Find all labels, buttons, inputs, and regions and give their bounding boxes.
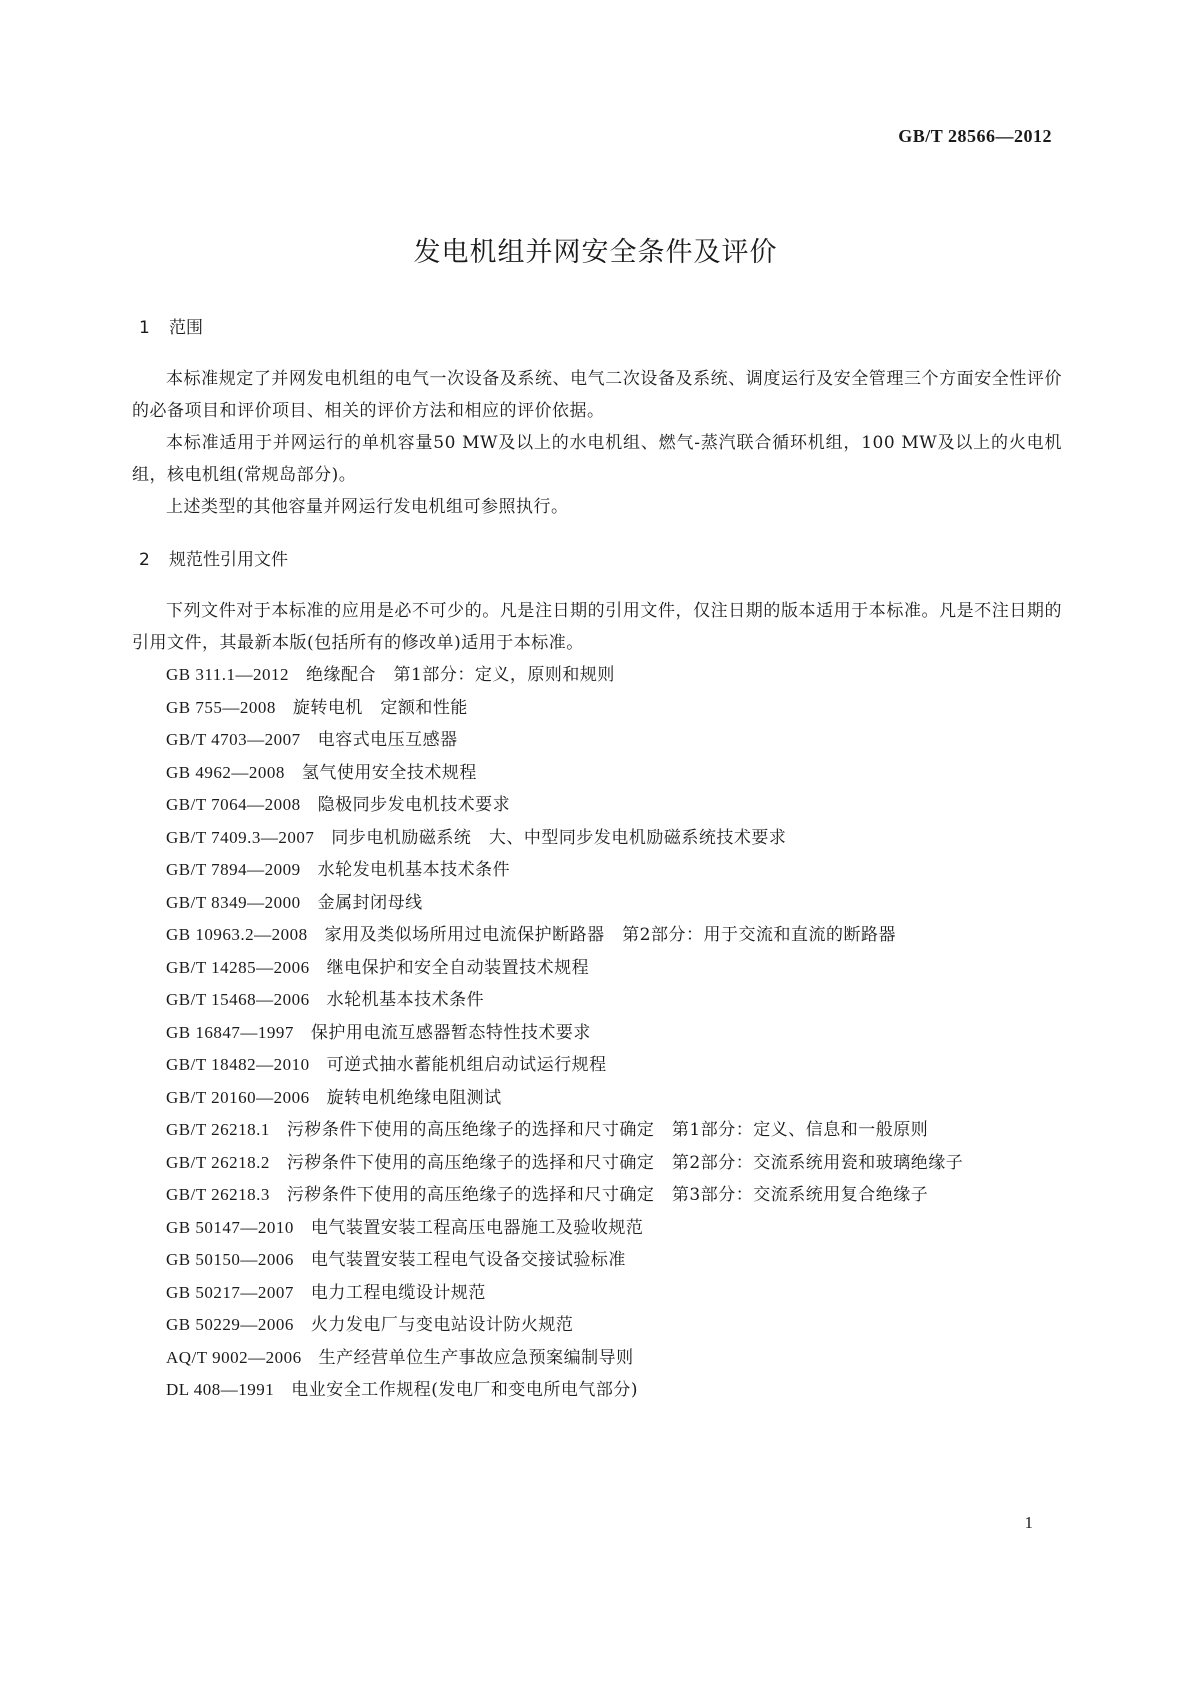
- reference-item: [132, 659, 1062, 692]
- reference-item: [132, 1277, 1062, 1310]
- reference-code: GB 50150—2006: [166, 1250, 294, 1269]
- reference-code: GB/T 26218.3: [166, 1185, 270, 1204]
- reference-title: 金属封闭母线: [317, 892, 423, 913]
- reference-item: [132, 984, 1062, 1017]
- reference-title: 电业安全工作规程(发电厂和变电所电气部分): [291, 1380, 639, 1400]
- paragraph: 下列文件对于本标准的应用是必不可少的。凡是注日期的引用文件，仅注日期的版本适用于本标准。凡是不注日期的引用文件，其最新本版(包括所有的修改单)适用于本标准。: [132, 601, 1062, 653]
- reference-item: [132, 1017, 1062, 1050]
- reference-title: 火力发电厂与变电站设计防火规范: [310, 1315, 574, 1335]
- section-2-intro: [132, 595, 1062, 659]
- reference-title: 电容式电压互感器: [317, 730, 458, 750]
- reference-code: GB/T 26218.1: [166, 1120, 270, 1139]
- reference-item: [132, 1212, 1062, 1245]
- reference-code: GB/T 4703—2007: [166, 730, 301, 749]
- reference-item: [132, 1147, 1062, 1180]
- reference-code: GB 16847—1997: [166, 1022, 294, 1042]
- reference-code: GB 50217—2007: [166, 1282, 294, 1302]
- reference-item: [132, 692, 1062, 725]
- reference-title: 电力工程电缆设计规范: [310, 1282, 486, 1303]
- section-title: 范围: [169, 318, 203, 338]
- section-number: 2: [139, 550, 150, 570]
- reference-title: 同步电机励磁系统 大、中型同步发电机励磁系统技术要求: [331, 827, 787, 848]
- reference-item: [132, 822, 1062, 855]
- reference-code: GB/T 14285—2006: [166, 957, 310, 977]
- reference-code: AQ/T 9002—2006: [166, 1347, 302, 1367]
- reference-title: 水轮机基本技术条件: [326, 990, 485, 1010]
- reference-item: [132, 789, 1062, 822]
- reference-item: [132, 1114, 1062, 1147]
- reference-code: DL 408—1991: [166, 1380, 275, 1399]
- reference-code: GB 50229—2006: [166, 1315, 294, 1334]
- document-title: 发电机组并网安全条件及评价: [413, 237, 778, 268]
- reference-item: [132, 724, 1062, 757]
- reference-code: GB/T 7064—2008: [166, 795, 301, 814]
- reference-code: GB 10963.2—2008: [166, 925, 308, 944]
- reference-code: GB/T 7409.3—2007: [166, 827, 315, 847]
- reference-code: GB/T 18482—2010: [166, 1055, 310, 1074]
- reference-title: 电气装置安装工程电气设备交接试验标准: [310, 1250, 626, 1270]
- reference-item: [132, 1374, 1062, 1407]
- reference-title: 保护用电流互感器暂态特性技术要求: [310, 1022, 591, 1043]
- section-number: 1: [139, 318, 150, 338]
- reference-code: GB 50147—2010: [166, 1217, 294, 1237]
- reference-item: [132, 854, 1062, 887]
- page-number: 1: [1024, 1513, 1033, 1532]
- section-title: 规范性引用文件: [169, 550, 288, 570]
- reference-title: 家用及类似场所用过电流保护断路器 第2部分：用于交流和直流的断路器: [324, 925, 896, 945]
- reference-title: 污秽条件下使用的高压绝缘子的选择和尺寸确定 第3部分：交流系统用复合绝缘子: [286, 1185, 929, 1205]
- reference-title: 旋转电机 定额和性能: [292, 697, 468, 718]
- reference-title: 旋转电机绝缘电阻测试: [326, 1087, 502, 1108]
- reference-title: 生产经营单位生产事故应急预案编制导则: [318, 1347, 634, 1368]
- reference-item: [132, 1179, 1062, 1212]
- reference-code: GB 4962—2008: [166, 762, 285, 782]
- section-1-body: [132, 363, 1062, 523]
- reference-title: 可逆式抽水蓄能机组启动试运行规程: [326, 1055, 607, 1075]
- reference-code: GB/T 15468—2006: [166, 990, 310, 1009]
- reference-code: GB/T 7894—2009: [166, 860, 301, 879]
- reference-code: GB 755—2008: [166, 697, 276, 717]
- reference-code: GB/T 8349—2000: [166, 892, 301, 912]
- reference-item: [132, 1342, 1062, 1375]
- reference-title: 污秽条件下使用的高压绝缘子的选择和尺寸确定 第1部分：定义、信息和一般原则: [286, 1120, 929, 1140]
- reference-title: 绝缘配合 第1部分：定义，原则和规则: [306, 665, 615, 685]
- reference-title: 污秽条件下使用的高压绝缘子的选择和尺寸确定 第2部分：交流系统用瓷和玻璃绝缘子: [286, 1152, 964, 1173]
- reference-item: [132, 887, 1062, 920]
- reference-title: 电气装置安装工程高压电器施工及验收规范: [310, 1217, 644, 1238]
- section-1-heading: [139, 313, 203, 338]
- reference-title: 继电保护和安全自动装置技术规程: [326, 957, 590, 978]
- reference-code: GB/T 26218.2: [166, 1152, 270, 1172]
- standard-code-header: GB/T 28566—2012: [898, 126, 1052, 146]
- reference-item: [132, 1082, 1062, 1115]
- reference-title: 水轮发电机基本技术条件: [317, 860, 511, 880]
- reference-code: GB/T 20160—2006: [166, 1087, 310, 1107]
- paragraph: 上述类型的其他容量并网运行发电机组可参照执行。: [166, 497, 569, 517]
- reference-title: 隐极同步发电机技术要求: [317, 795, 511, 815]
- reference-item: [132, 919, 1062, 952]
- reference-item: [132, 952, 1062, 985]
- reference-title: 氢气使用安全技术规程: [301, 762, 477, 783]
- reference-code: GB 311.1—2012: [166, 665, 289, 684]
- reference-item: [132, 757, 1062, 790]
- reference-item: [132, 1309, 1062, 1342]
- section-2-heading: [139, 545, 288, 570]
- paragraph: 本标准适用于并网运行的单机容量50 MW及以上的水电机组、燃气-蒸汽联合循环机组，100 MW及以上的火电机组，核电机组(常规岛部分)。: [132, 433, 1062, 485]
- reference-item: [132, 1244, 1062, 1277]
- reference-list: [132, 659, 1062, 1407]
- paragraph: 本标准规定了并网发电机组的电气一次设备及系统、电气二次设备及系统、调度运行及安全管理三个方面安全性评价的必备项目和评价项目、相关的评价方法和相应的评价依据。: [132, 369, 1062, 421]
- reference-item: [132, 1049, 1062, 1082]
